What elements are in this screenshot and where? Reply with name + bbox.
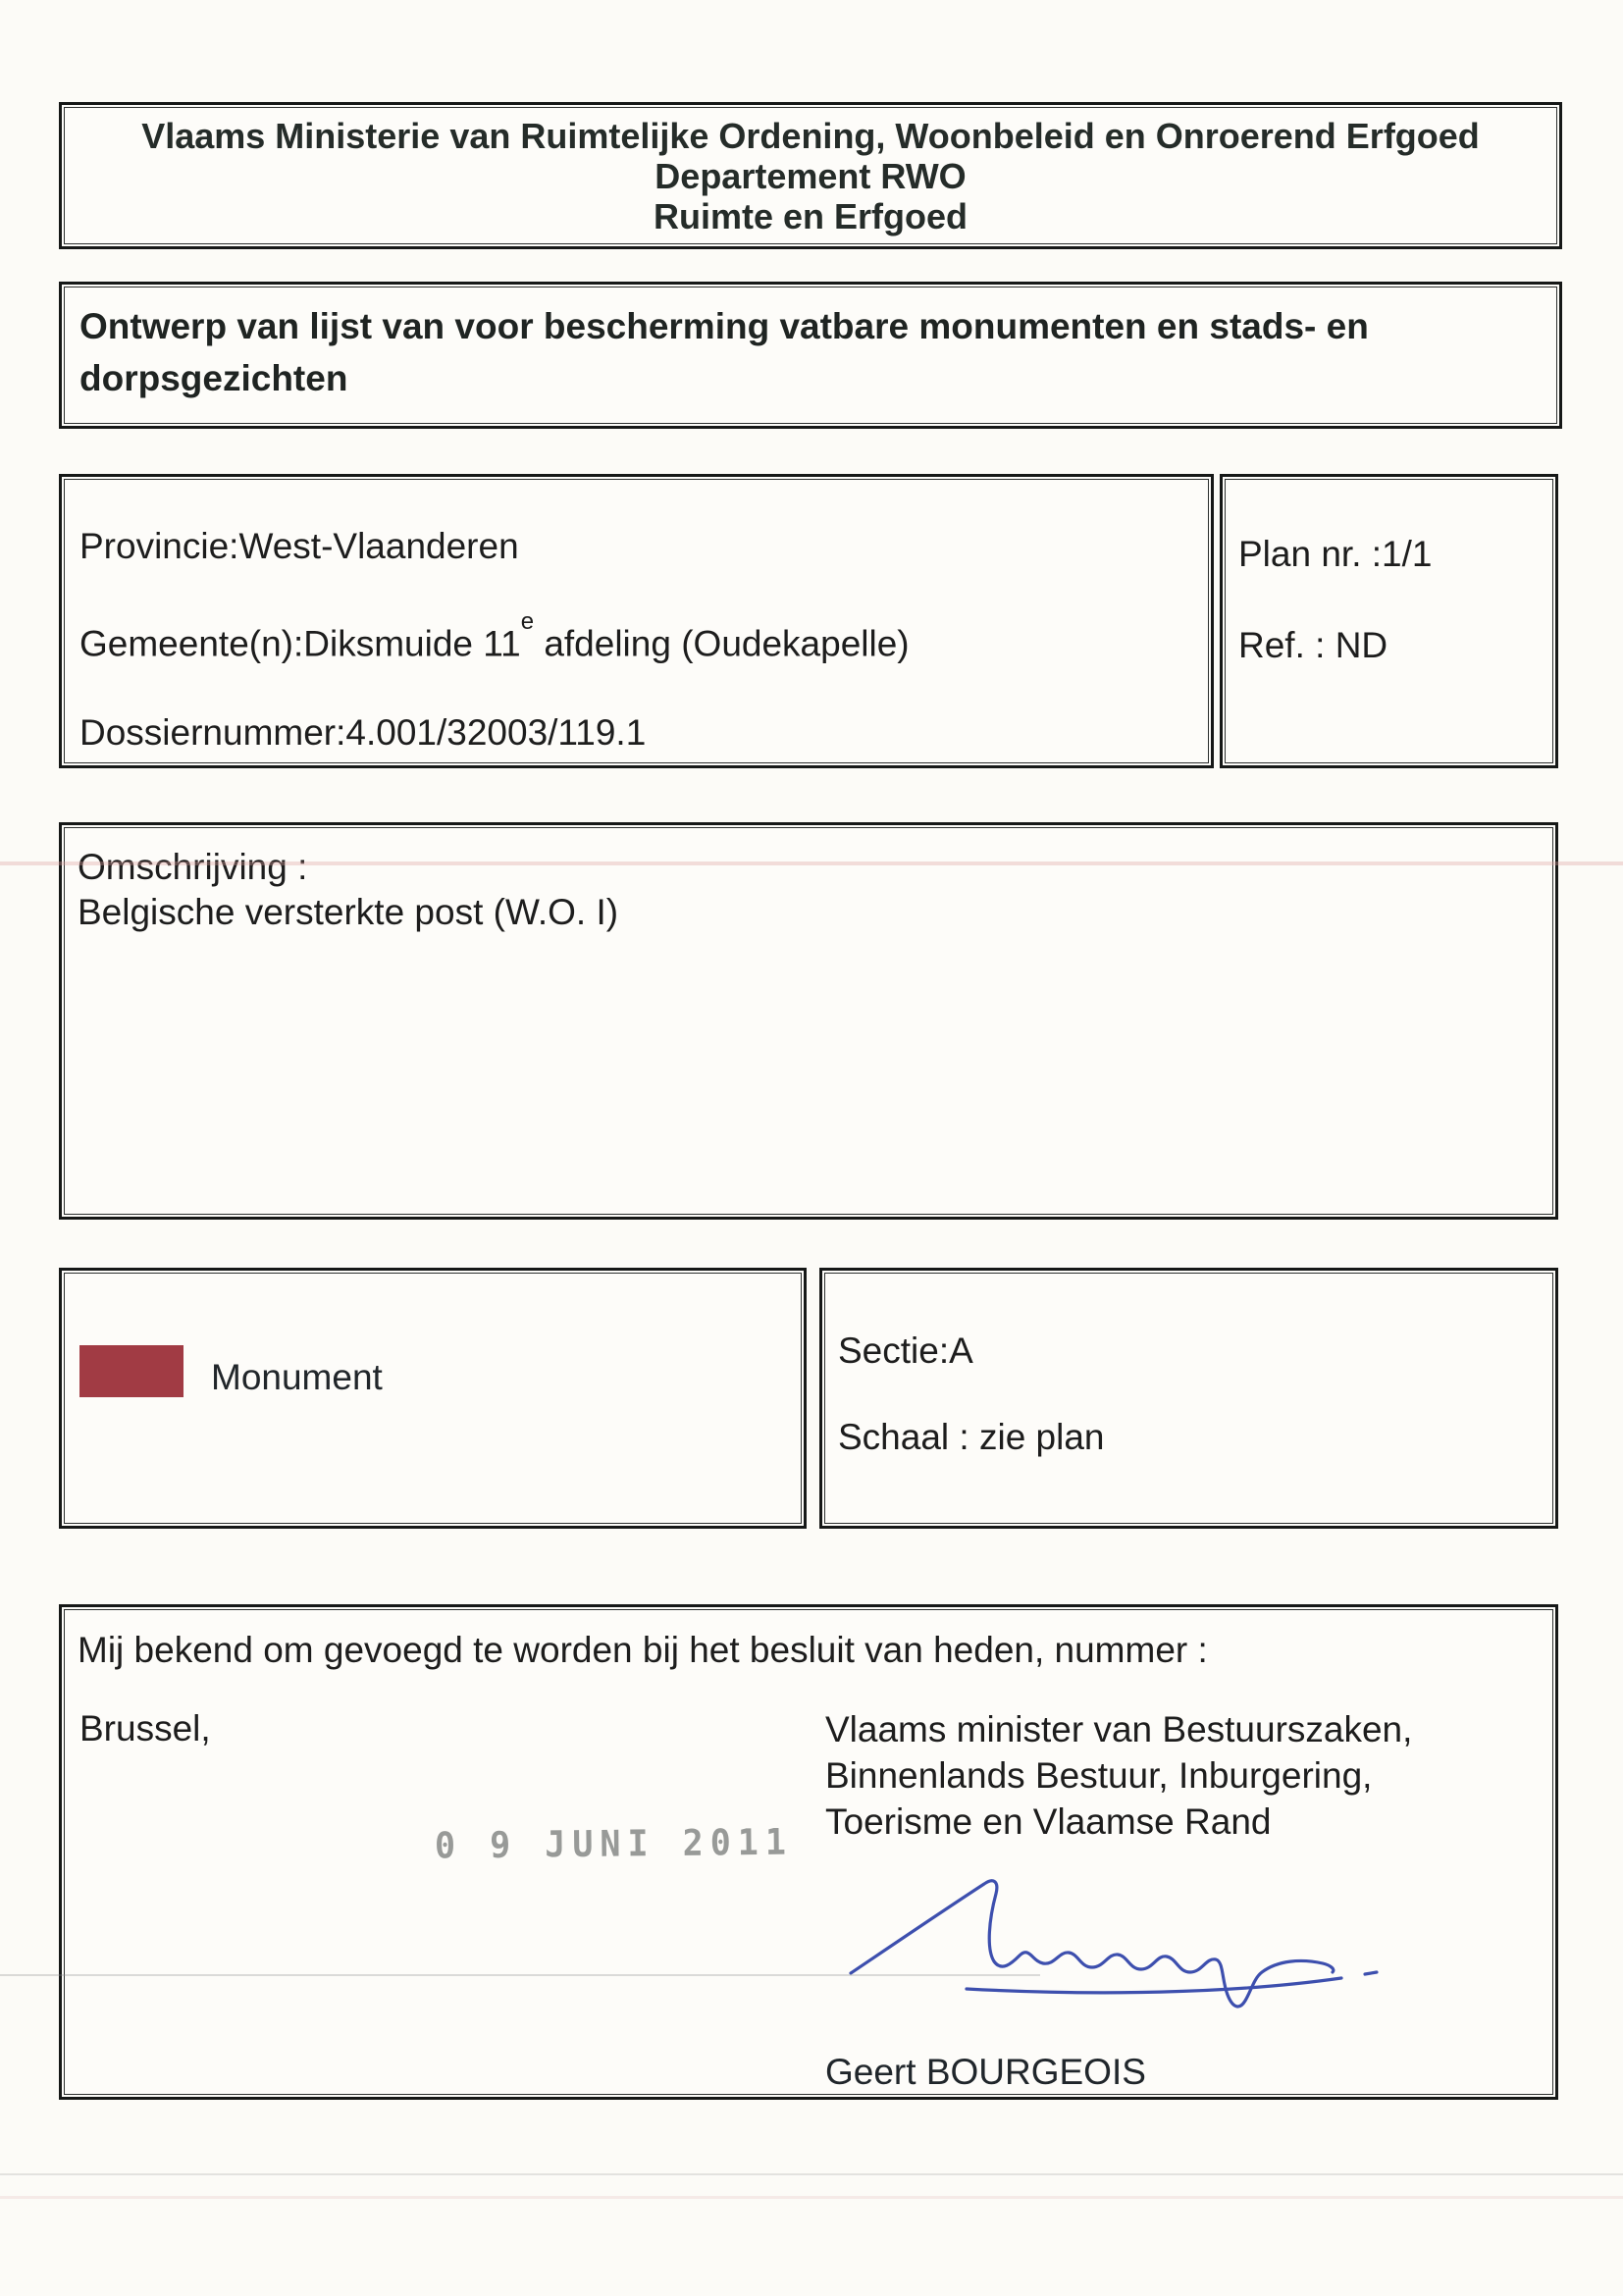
- date-stamp: 0 9 JUNI 2011: [434, 1822, 794, 1867]
- ref-line: Ref. : ND: [1238, 625, 1388, 665]
- city-line: Brussel,: [79, 1708, 211, 1748]
- gemeente-suffix: afdeling (Oudekapelle): [534, 623, 910, 664]
- signature: [839, 1870, 1390, 2025]
- location-details-box: [59, 474, 1214, 768]
- minister-title-block: [825, 1706, 1412, 1845]
- minister-title-line-1: Vlaams minister van Bestuurszaken,: [825, 1709, 1413, 1749]
- omschrijving-box: [59, 822, 1558, 1220]
- besluit-box: [59, 1604, 1558, 2100]
- plan-ref-box: [1220, 474, 1558, 768]
- scan-artifact-line: [0, 2196, 1623, 2199]
- schaal-line: Schaal : zie plan: [838, 1417, 1105, 1457]
- monument-color-swatch-icon: [79, 1345, 183, 1397]
- omschrijving-value: Belgische versterkte post (W.O. I): [78, 892, 619, 932]
- division-name: Ruimte en Erfgoed: [653, 195, 969, 236]
- monument-swatch-rect: [79, 1345, 183, 1397]
- document-title: Ontwerp van lijst van voor bescherming vatbare monumenten en stads- en dorpsgezichten: [79, 306, 1369, 398]
- gemeente-prefix: Gemeente(n):Diksmuide 11: [79, 623, 521, 664]
- scan-artifact-line: [0, 2173, 1623, 2175]
- minister-title-line-2: Binnenlands Bestuur, Inburgering,: [825, 1755, 1373, 1796]
- signature-strokes: [851, 1881, 1377, 2007]
- omschrijving-label: Omschrijving :: [78, 847, 308, 887]
- besluit-intro-line: Mij bekend om gevoegd te worden bij het besluit van heden, nummer :: [78, 1630, 1208, 1670]
- dossiernummer-line: Dossiernummer:4.001/32003/119.1: [79, 712, 647, 754]
- ministry-header-box: [59, 102, 1562, 249]
- monument-label: Monument: [211, 1357, 383, 1397]
- gemeente-line: [79, 608, 1211, 664]
- ministry-name: Vlaams Ministerie van Ruimtelijke Ordening, Woonbeleid en Onroerend Erfgoed: [141, 115, 1480, 156]
- plan-nr-line: Plan nr. :1/1: [1238, 534, 1433, 574]
- signature-ink-icon: [839, 1870, 1390, 2025]
- sectie-schaal-box: [819, 1268, 1558, 1529]
- department-name: Departement RWO: [654, 155, 967, 196]
- legend-box: [59, 1268, 807, 1529]
- sectie-line: Sectie:A: [838, 1331, 973, 1371]
- gemeente-superscript: e: [520, 608, 535, 635]
- minister-title-line-3: Toerisme en Vlaamse Rand: [825, 1801, 1272, 1842]
- provincie-line: Provincie:West-Vlaanderen: [79, 526, 519, 566]
- document-title-box: [59, 282, 1562, 429]
- signer-name: Geert BOURGEOIS: [825, 2052, 1146, 2092]
